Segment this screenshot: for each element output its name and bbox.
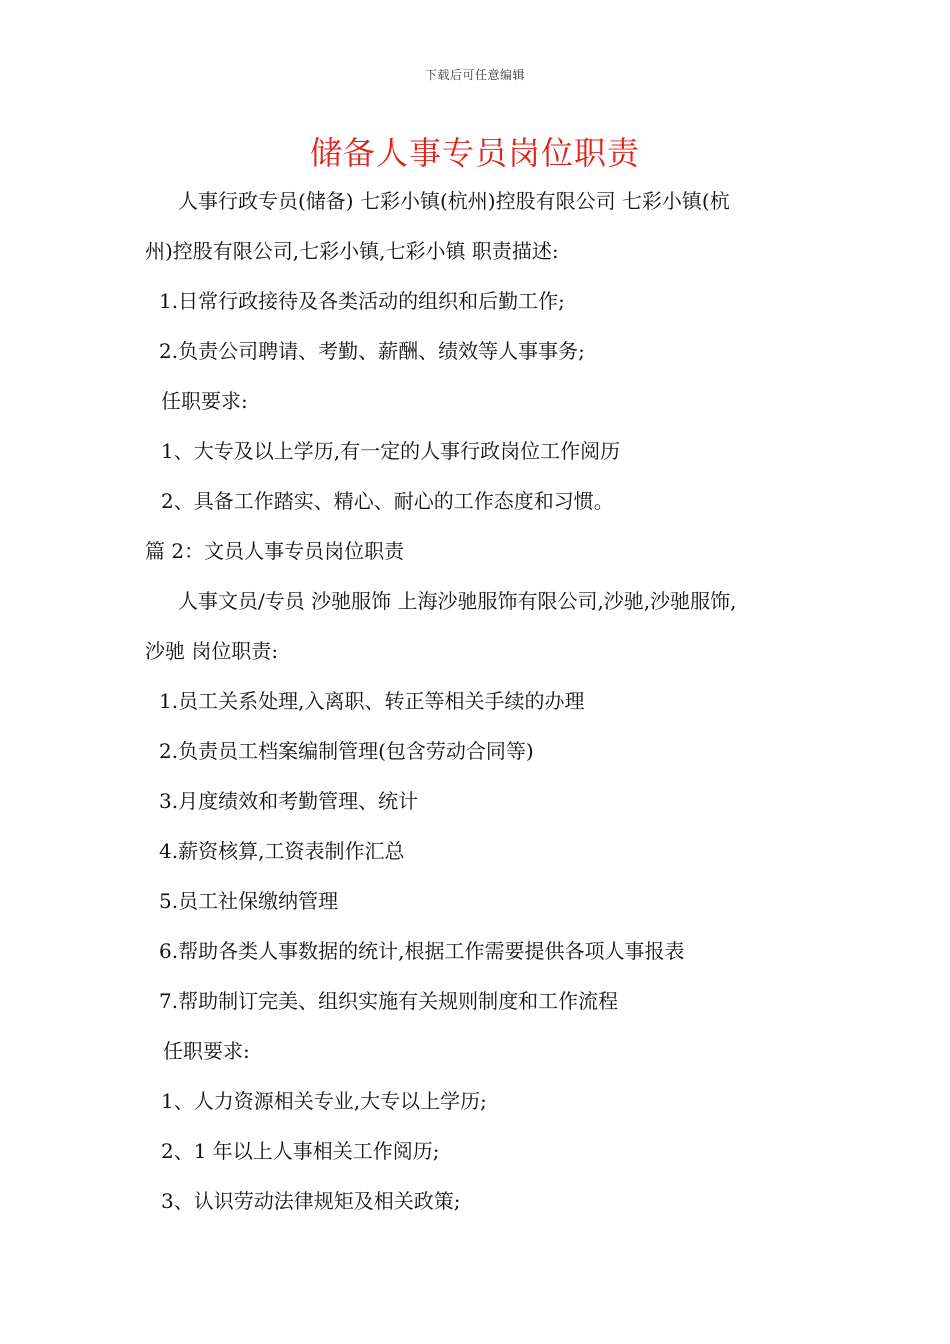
duty-item-s2-2: 2.负责员工档案编制管理(包含劳动合同等)	[159, 739, 534, 763]
header-note: 下载后可任意编辑	[424, 68, 525, 82]
requirement-item-2: 2、具备工作踏实、精心、耐心的工作态度和习惯。	[161, 489, 614, 513]
duty-item-1: 1.日常行政接待及各类活动的组织和后勤工作;	[159, 289, 565, 313]
requirement-item-s2-1: 1、人力资源相关专业,大专以上学历;	[161, 1089, 487, 1113]
requirement-item-s2-2: 2、1 年以上人事相关工作阅历;	[161, 1139, 440, 1163]
duty-item-s2-4: 4.薪资核算,工资表制作汇总	[159, 839, 405, 863]
requirement-item-1: 1、大专及以上学历,有一定的人事行政岗位工作阅历	[161, 439, 621, 463]
requirement-item-s2-3: 3、认识劳动法律规矩及相关政策;	[161, 1189, 461, 1213]
duty-item-s2-5: 5.员工社保缴纳管理	[159, 889, 339, 913]
duty-item-s2-7: 7.帮助制订完美、组织实施有关规则制度和工作流程	[159, 989, 619, 1013]
paragraph-intro-1: 人事行政专员(储备) 七彩小镇(杭州)控股有限公司 七彩小镇(杭	[178, 189, 730, 213]
document-title: 储备人事专员岗位职责	[309, 134, 640, 172]
requirements-heading-1: 任职要求:	[161, 389, 248, 413]
duty-item-s2-3: 3.月度绩效和考勤管理、统计	[159, 789, 419, 813]
paragraph-intro-2-cont: 沙驰 岗位职责:	[145, 639, 279, 663]
duty-item-2: 2.负责公司聘请、考勤、薪酬、绩效等人事事务;	[159, 339, 585, 363]
requirements-heading-2: 任职要求:	[163, 1039, 250, 1063]
document-body	[145, 176, 815, 1226]
duty-item-s2-6: 6.帮助各类人事数据的统计,根据工作需要提供各项人事报表	[159, 939, 685, 963]
section-heading-2: 篇 2：文员人事专员岗位职责	[145, 539, 405, 563]
paragraph-intro-2: 人事文员/专员 沙驰服饰 上海沙驰服饰有限公司,沙驰,沙驰服饰,	[178, 589, 737, 613]
paragraph-intro-1-cont: 州)控股有限公司,七彩小镇,七彩小镇 职责描述:	[145, 239, 559, 263]
duty-item-s2-1: 1.员工关系处理,入离职、转正等相关手续的办理	[159, 689, 585, 713]
